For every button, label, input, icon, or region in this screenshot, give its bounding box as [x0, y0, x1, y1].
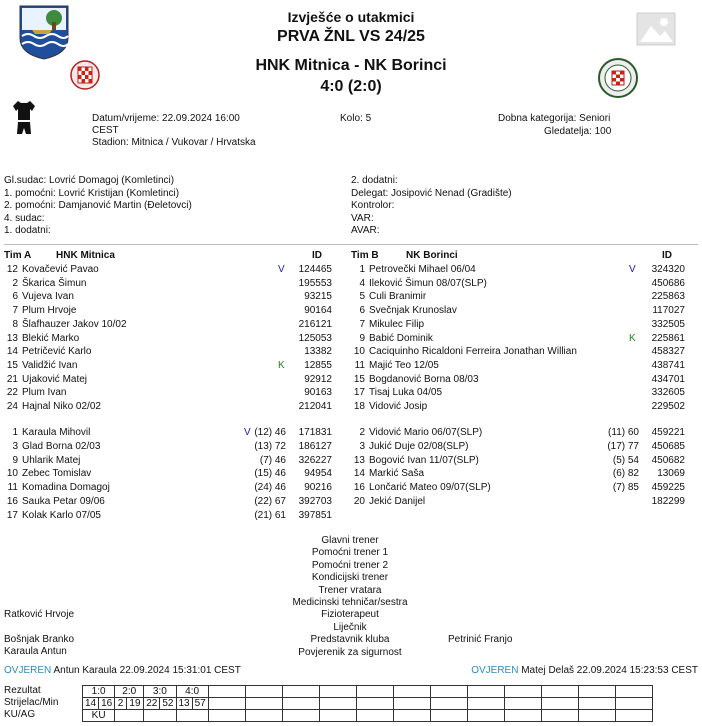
player-row: [4, 509, 332, 522]
team-b-name: NK Borinci: [406, 250, 458, 261]
empty-cell: [615, 710, 652, 722]
empty-cell: [356, 698, 393, 710]
player-name: Jekić Danijel: [369, 496, 426, 507]
empty-cell: [245, 698, 282, 710]
player-number: 6: [359, 305, 365, 317]
staff-role: Predstavnik kluba: [310, 634, 390, 646]
player-number: 9: [359, 332, 365, 344]
player-row: [351, 426, 685, 439]
player-number: 16: [6, 496, 18, 507]
team-b-club-rep: Petrinić Franjo: [448, 634, 513, 645]
empty-cell: [504, 698, 541, 710]
player-id: 12855: [304, 359, 332, 371]
player-row: [4, 345, 332, 358]
empty-cell: [393, 710, 430, 722]
player-id: 225863: [651, 291, 685, 303]
captain-marker: K: [629, 332, 636, 344]
player-id: 225861: [651, 332, 685, 344]
player-number: 4: [359, 277, 365, 289]
player-number: 21: [6, 373, 18, 385]
match-timezone: CEST: [92, 125, 119, 136]
verified-label: OVJEREN: [471, 665, 519, 676]
empty-cell: [282, 710, 319, 722]
verified-detail: Matej Delaš 22.09.2024 15:23:53 CEST: [521, 665, 698, 676]
player-id: 324320: [651, 264, 685, 275]
substitution-info: (22) 67: [254, 496, 286, 507]
player-name: Vidović Josip: [369, 401, 428, 412]
player-number: 14: [353, 468, 365, 480]
empty-cell: [467, 686, 504, 698]
player-row: [4, 277, 332, 290]
staff-role: Povjerenik za sigurnost: [298, 646, 402, 658]
player-row: [351, 290, 685, 303]
scorer-cell: 19: [126, 698, 144, 710]
substitution-info: (11) 60: [608, 427, 639, 438]
player-number: 7: [12, 305, 18, 317]
score-cell: 4:0: [176, 686, 208, 698]
official-line: 2. pomoćni: Damjanović Martin (Đeletovci): [4, 200, 192, 212]
player-id: 450686: [651, 277, 685, 289]
empty-cell: [578, 686, 615, 698]
substitution-info: (13) 72: [254, 440, 286, 452]
substitution-info: (7) 46: [259, 454, 286, 466]
player-number: 2: [12, 277, 18, 289]
age-category: Dobna kategorija: Seniori: [498, 113, 611, 124]
document-title: Izvješće o utakmici: [287, 9, 415, 25]
player-name: Bogdanović Borna 08/03: [369, 373, 479, 385]
kuag-cell: KU: [83, 710, 115, 722]
substitution-info: (6) 82: [612, 468, 639, 480]
player-id: 182299: [651, 496, 685, 507]
player-id: 434701: [651, 373, 685, 385]
score-cell: 3:0: [144, 686, 176, 698]
kuag-cell: [144, 710, 176, 722]
player-number: 3: [359, 440, 365, 452]
goalkeeper-marker: V: [278, 264, 285, 275]
player-id: 124465: [298, 264, 332, 275]
empty-cell: [282, 686, 319, 698]
official-line: 2. dodatni:: [351, 175, 398, 186]
player-number: 18: [353, 401, 365, 412]
player-name: Sauka Petar 09/06: [22, 496, 105, 507]
player-row: [4, 332, 332, 345]
player-id: 397851: [298, 509, 332, 521]
kuag-cell: [115, 710, 144, 722]
player-id: 93215: [304, 291, 332, 303]
player-id: 171831: [298, 427, 332, 438]
player-number: 14: [6, 346, 18, 358]
player-id: 458327: [651, 346, 685, 358]
player-number: 11: [354, 359, 365, 371]
player-id: 186127: [298, 440, 332, 452]
substitution-info: (7) 85: [612, 482, 639, 494]
player-id: 438741: [651, 359, 685, 371]
player-row: [351, 318, 685, 331]
substitution-info: (17) 77: [607, 440, 639, 452]
substitution-info: (12) 46: [254, 427, 286, 438]
player-name: Karaula Mihovil: [22, 427, 91, 438]
empty-cell: [208, 698, 245, 710]
player-name: Plum Hrvoje: [22, 305, 77, 317]
official-line: 1. pomoćni: Lovrić Kristijan (Komletinci): [4, 187, 180, 199]
player-row: [351, 440, 685, 453]
scorer-cell: 2: [115, 698, 126, 710]
player-row: [4, 318, 332, 331]
staff-role: Medicinski tehničar/sestra: [292, 597, 408, 608]
player-name: Babić Dominik: [369, 332, 433, 344]
empty-cell: [430, 698, 467, 710]
divider: [4, 244, 698, 245]
player-id: 212041: [298, 401, 332, 412]
player-row: [351, 400, 685, 413]
player-name: Petrovečki Mihael 06/04: [369, 264, 476, 275]
player-id: 90216: [304, 482, 332, 494]
player-row: [4, 495, 332, 508]
player-id: 94954: [304, 468, 332, 480]
player-name: Markić Saša: [369, 468, 425, 480]
player-row: [4, 481, 332, 494]
staff-role: Trener vratara: [318, 584, 382, 596]
team-a-security-officer: Karaula Antun: [4, 646, 67, 657]
verified-team-a: [4, 665, 241, 676]
player-number: 13: [6, 332, 18, 344]
player-row: [351, 386, 685, 399]
player-id: 229502: [651, 401, 685, 412]
player-number: 13: [353, 454, 365, 466]
results-label: Rezultat: [4, 685, 41, 696]
staff-role: Kondicijski trener: [311, 572, 389, 584]
empty-cell: [319, 686, 356, 698]
player-row: [4, 373, 332, 386]
player-id: 90163: [304, 387, 332, 399]
player-number: 22: [6, 387, 18, 399]
player-row: [351, 277, 685, 290]
verified-detail: Antun Karaula 22.09.2024 15:31:01 CEST: [53, 665, 241, 676]
team-b-id-header: ID: [662, 250, 672, 261]
official-line: 1. dodatni:: [4, 225, 51, 237]
empty-cell: [319, 710, 356, 722]
player-name: Jukić Duje 02/08(SLP): [369, 440, 469, 452]
player-number: 1: [12, 427, 18, 438]
empty-cell: [356, 710, 393, 722]
shirt-shorts-icon: [12, 100, 36, 138]
match-datetime: Datum/vrijeme: 22.09.2024 16:00: [92, 113, 240, 124]
player-id: 13382: [304, 346, 332, 358]
empty-cell: [356, 686, 393, 698]
empty-cell: [541, 698, 578, 710]
player-name: Vujeva Ivan: [22, 291, 74, 303]
official-line: VAR:: [351, 212, 374, 224]
player-number: 3: [12, 440, 18, 452]
empty-cell: [504, 710, 541, 722]
player-row: [351, 373, 685, 386]
player-name: Ileković Šimun 08/07(SLP): [369, 277, 487, 289]
player-id: 326227: [298, 454, 332, 466]
player-row: [4, 304, 332, 317]
player-name: Validžić Ivan: [22, 359, 78, 371]
match-round: Kolo: 5: [340, 113, 372, 124]
player-number: 17: [6, 509, 18, 521]
results-table: [82, 685, 653, 722]
empty-cell: [245, 710, 282, 722]
official-line: 4. sudac:: [4, 212, 45, 224]
empty-cell: [208, 710, 245, 722]
player-row: [351, 495, 685, 508]
player-name: Komadina Domagoj: [22, 482, 110, 494]
player-id: 450682: [651, 454, 685, 466]
player-number: 1: [359, 264, 365, 275]
player-row: [4, 290, 332, 303]
match-score: 4:0 (2:0): [320, 78, 382, 95]
player-id: 332505: [651, 318, 685, 330]
empty-cell: [430, 710, 467, 722]
match-title: HNK Mitnica - NK Borinci: [255, 57, 447, 74]
scorer-cell: 57: [192, 698, 208, 710]
player-id: 392703: [298, 496, 332, 507]
player-row: [4, 359, 332, 372]
player-id: 216121: [298, 318, 332, 330]
team-a-label: Tim A: [4, 250, 32, 261]
empty-cell: [208, 686, 245, 698]
goalkeeper-marker: V: [244, 427, 251, 438]
player-row: [351, 345, 685, 358]
player-name: Ujaković Matej: [22, 373, 88, 385]
player-row: [351, 332, 685, 345]
player-row: [351, 263, 685, 276]
kuag-label: KU/AG: [4, 709, 36, 720]
staff-role: Pomoćni trener 2: [311, 559, 389, 571]
empty-cell: [615, 686, 652, 698]
player-id: 92912: [304, 373, 332, 385]
player-row: [351, 359, 685, 372]
staff-role: Fizioterapeut: [321, 609, 379, 621]
kuag-cell: [176, 710, 208, 722]
scorer-cell: 13: [176, 698, 192, 710]
empty-cell: [541, 686, 578, 698]
player-number: 6: [12, 291, 18, 303]
verified-team-b: [471, 665, 698, 676]
team-b-label: Tim B: [351, 250, 379, 261]
player-row: [4, 454, 332, 467]
player-name: Zebec Tomislav: [22, 468, 92, 480]
player-name: Plum Ivan: [22, 387, 67, 399]
player-name: Hajnal Niko 02/02: [22, 401, 101, 412]
player-row: [4, 263, 332, 276]
official-line: Gl.sudac: Lovrić Domagoj (Komletinci): [4, 175, 175, 186]
empty-cell: [578, 710, 615, 722]
substitution-info: (24) 46: [254, 482, 286, 494]
captain-marker: K: [278, 359, 285, 371]
player-row: [4, 386, 332, 399]
player-id: 459221: [651, 427, 685, 438]
player-number: 5: [359, 291, 365, 303]
player-name: Culi Branimir: [369, 291, 427, 303]
empty-cell: [578, 698, 615, 710]
player-number: 24: [6, 401, 18, 412]
player-id: 13069: [657, 468, 685, 480]
player-id: 117027: [652, 305, 685, 317]
staff-role: Pomoćni trener 1: [311, 547, 389, 559]
scorers-label: Strijelac/Min: [4, 697, 59, 708]
score-cell: 2:0: [115, 686, 144, 698]
player-name: Vidović Mario 06/07(SLP): [369, 427, 483, 438]
player-name: Šlafhauzer Jakov 10/02: [22, 318, 127, 330]
league-title: PRVA ŽNL VS 24/25: [277, 28, 425, 45]
player-name: Blekić Marko: [22, 332, 80, 344]
player-number: 8: [12, 318, 18, 330]
staff-role: Liječnik: [333, 621, 367, 633]
official-line: Kontrolor:: [351, 200, 395, 212]
player-row: [351, 454, 685, 467]
player-number: 17: [353, 387, 365, 399]
player-name: Kovačević Pavao: [22, 264, 99, 275]
player-id: 459225: [651, 482, 685, 494]
scorer-cell: 16: [99, 698, 115, 710]
player-number: 10: [6, 468, 18, 480]
player-number: 9: [12, 454, 18, 466]
player-name: Uhlarik Matej: [22, 454, 81, 466]
player-number: 15: [353, 373, 365, 385]
player-number: 2: [359, 427, 365, 438]
player-row: [4, 426, 332, 439]
player-name: Petričević Karlo: [22, 346, 92, 358]
spectators: Gledatelja: 100: [544, 126, 612, 137]
empty-cell: [615, 698, 652, 710]
match-stadium: Stadion: Mitnica / Vukovar / Hrvatska: [92, 137, 256, 148]
substitution-info: (15) 46: [254, 468, 286, 480]
team-a-physio: Ratković Hrvoje: [4, 609, 75, 620]
scorer-cell: 14: [83, 698, 99, 710]
player-name: Bogović Ivan 11/07(SLP): [369, 454, 479, 466]
player-name: Tisaj Luka 04/05: [369, 387, 443, 399]
player-number: 20: [353, 496, 365, 507]
substitution-info: (5) 54: [612, 454, 639, 466]
empty-cell: [319, 698, 356, 710]
scorer-cell: 52: [160, 698, 176, 710]
player-number: 12: [6, 264, 18, 275]
player-name: Caciquinho Ricaldoni Ferreira Jonathan Willian: [369, 346, 577, 358]
player-id: 450685: [651, 440, 685, 452]
player-number: 16: [353, 482, 365, 494]
player-id: 332605: [651, 387, 685, 399]
player-name: Kolak Karlo 07/05: [22, 509, 101, 521]
player-number: 15: [6, 359, 18, 371]
goalkeeper-marker: V: [629, 264, 636, 275]
empty-cell: [467, 698, 504, 710]
verified-label: OVJEREN: [4, 665, 52, 676]
player-row: [351, 304, 685, 317]
empty-cell: [245, 686, 282, 698]
player-number: 10: [353, 346, 365, 358]
player-id: 125053: [298, 332, 332, 344]
team-a-club-rep: Bošnjak Branko: [4, 634, 75, 645]
player-id: 195553: [298, 277, 332, 289]
empty-cell: [393, 698, 430, 710]
player-id: 90164: [304, 305, 332, 317]
player-name: Glad Borna 02/03: [22, 440, 101, 452]
staff-role: Glavni trener: [321, 535, 379, 546]
official-line: AVAR:: [351, 225, 380, 237]
player-row: [351, 467, 685, 480]
player-row: [351, 481, 685, 494]
player-name: Lončarić Mateo 09/07(SLP): [369, 482, 491, 494]
team-a-name: HNK Mitnica: [56, 250, 115, 261]
player-number: 11: [7, 482, 18, 494]
player-name: Škarica Šimun: [22, 277, 87, 289]
score-cell: 1:0: [83, 686, 115, 698]
official-line: Delegat: Josipović Nenad (Gradište): [351, 187, 512, 199]
empty-cell: [467, 710, 504, 722]
player-row: [4, 467, 332, 480]
player-name: Majić Teo 12/05: [369, 359, 439, 371]
empty-cell: [504, 686, 541, 698]
empty-cell: [541, 710, 578, 722]
empty-cell: [393, 686, 430, 698]
empty-cell: [282, 698, 319, 710]
scorer-cell: 22: [144, 698, 160, 710]
player-number: 7: [359, 318, 365, 330]
player-name: Svečnjak Krunoslav: [369, 305, 457, 317]
empty-cell: [430, 686, 467, 698]
team-a-id-header: ID: [312, 250, 322, 261]
player-name: Mikulec Filip: [369, 318, 425, 330]
substitution-info: (21) 61: [254, 509, 286, 521]
player-row: [4, 440, 332, 453]
player-row: [4, 400, 332, 413]
